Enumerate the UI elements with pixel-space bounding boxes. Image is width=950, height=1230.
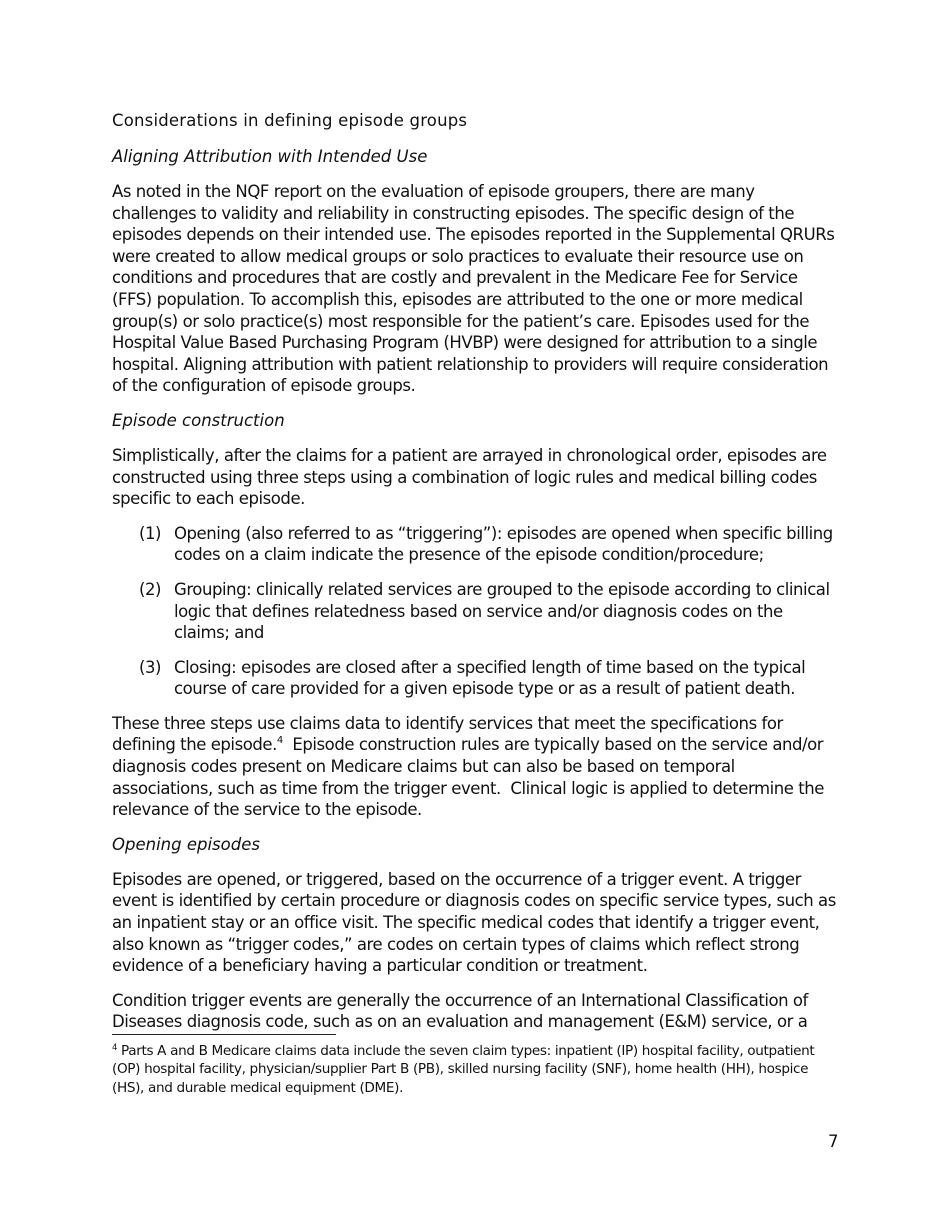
opening-episodes-paragraph: Episodes are opened, or triggered, based on the occurrence of a trigger event. A trigger event is identified by certain procedure or diagnosis codes on specific service types, such as an inpatient stay or an office visit. The specific medical codes that identify a trigger event, also known as “trigger codes,” are codes on certain types of claims which reflect strong evidence of a beneficiary having a particular condition or treatment. (112, 869, 836, 976)
condition-trigger-paragraph: Condition trigger events are generally the occurrence of an International Classification of Diseases diagnosis code, such as on an evaluation and management (E&M) service, or a (112, 990, 808, 1032)
document-page (112, 110, 840, 1046)
footnote-reference[interactable]: 4 (276, 735, 283, 747)
step-number: (2) (139, 579, 162, 599)
episode-construction-subheading: Episode construction (112, 410, 285, 430)
opening-episodes-subheading: Opening episodes (112, 834, 260, 854)
step-number: (1) (139, 523, 162, 543)
aligning-attribution-paragraph: As noted in the NQF report on the evaluation of episode groupers, there are many challenges to validity and reliability in constructing episodes. The specific design of the episodes depends on their intended use. The episodes reported in the Supplemental QRURs were created to allow medical groups or solo practices to evaluate their resource use on conditions and procedures that are costly and prevalent in the Medicare Fee for Service (FFS) population. To accomplish this, episodes are attributed to the one or more medical group(s) or solo practice(s) most responsible for the patient’s care. Episodes used for the Hospital Value Based Purchasing Program (HVBP) were designed for attribution to a single hospital. Aligning attribution with patient relationship to providers will require consideration of the configuration of episode groups. (112, 182, 835, 396)
page-number: 7 (828, 1132, 839, 1151)
summary-text-after: Episode construction rules are typically based on the service and/or diagnosis codes present on Medicare claims but can also be based on temporal associations, such as time from the trigger event. Clinical logic is applied to determine the relevance of the service to the episode. (112, 735, 829, 820)
footnote-divider (112, 1034, 336, 1035)
summary-text-before: These three steps use claims data to identify services that meet the specifications for defining the episode. (112, 713, 783, 755)
list-item (112, 579, 840, 644)
footnote-text: Parts A and B Medicare claims data include the seven claim types: inpatient (IP) hospital facility, outpatient (OP) hospital facility, physician/supplier Part B (PB), skilled nursing facility (SNF), home health (HH), hospice (HS), and durable medical equipment (DME). (112, 1043, 815, 1096)
construction-summary-paragraph (112, 713, 840, 821)
step-number: (3) (139, 657, 162, 677)
footnote (112, 1042, 842, 1097)
section-heading: Considerations in defining episode groups (112, 111, 468, 130)
footnote-marker: 4 (112, 1043, 118, 1053)
construction-steps-list (112, 523, 840, 700)
aligning-attribution-subheading: Aligning Attribution with Intended Use (112, 147, 428, 166)
step-text: Grouping: clinically related services are grouped to the episode according to clinical logic that defines relatedness based on service and/or diagnosis codes on the claims; and (174, 579, 830, 643)
episode-construction-intro: Simplistically, after the claims for a patient are arrayed in chronological order, episodes are constructed using three steps using a combination of logic rules and medical billing codes specific to each episode. (112, 445, 827, 509)
list-item (112, 523, 840, 566)
step-text: Opening (also referred to as “triggering”): episodes are opened when specific billing codes on a claim indicate the presence of the episode condition/procedure; (174, 523, 833, 565)
list-item (112, 657, 840, 700)
step-text: Closing: episodes are closed after a specified length of time based on the typical course of care provided for a given episode type or as a result of patient death. (174, 657, 806, 699)
